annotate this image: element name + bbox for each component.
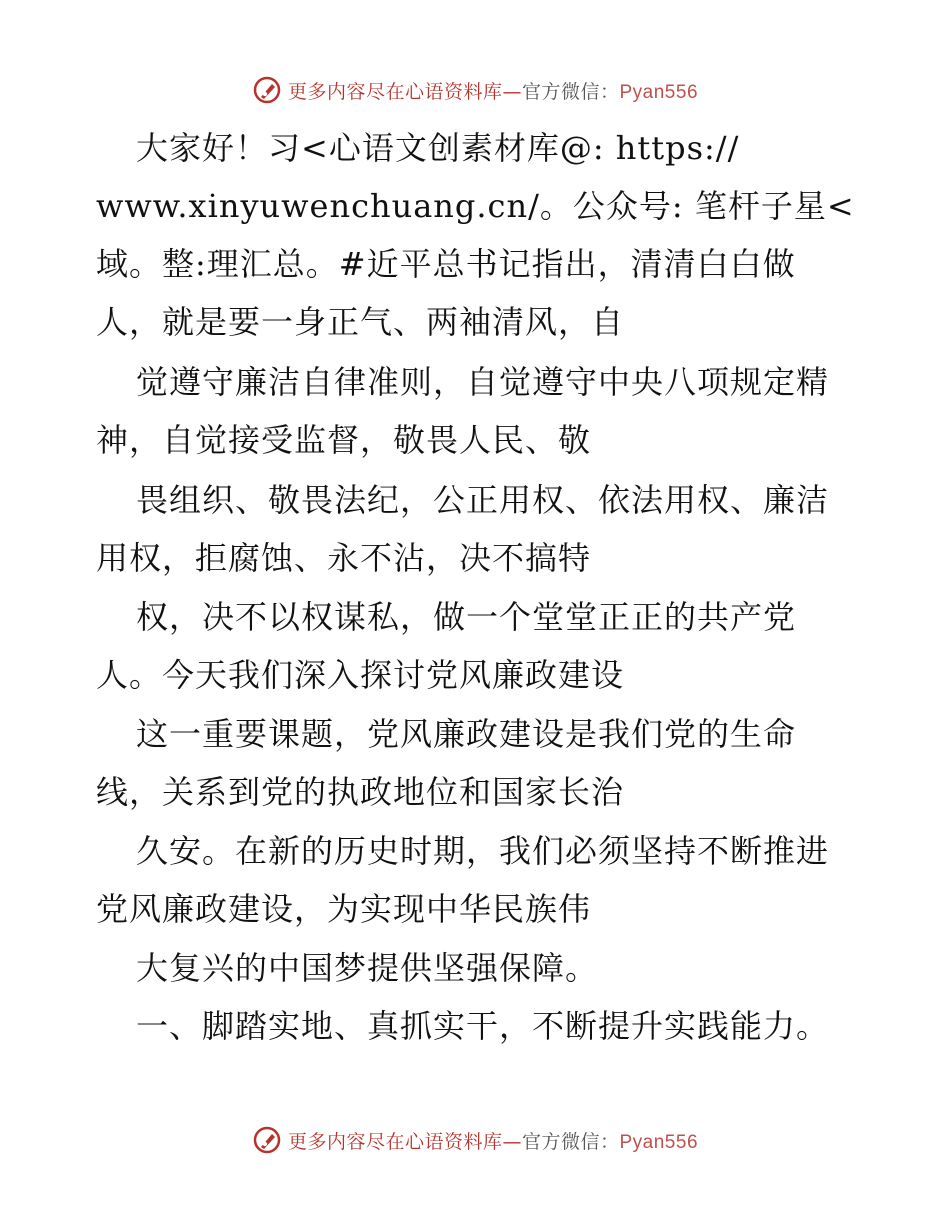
- body-line-12: 线，关系到党的执政地位和国家长治: [96, 773, 625, 811]
- footer-banner-dash: —: [502, 1130, 522, 1153]
- body-line-5: 觉遵守廉洁自律准则，自觉遵守中央八项规定精: [136, 363, 830, 401]
- body-line-14: 党风廉政建设，为实现中华民族伟: [96, 890, 592, 928]
- body-line-13: 久安。在新的历史时期，我们必须坚持不断推进: [136, 832, 830, 870]
- header-banner-brand: 更多内容尽在心语资料库: [287, 80, 503, 103]
- body-line-7: 畏组织、敬畏法纪，公正用权、依法用权、廉洁: [136, 481, 830, 519]
- body-line-8: 用权，拒腐蚀、永不沾，决不搞特: [96, 539, 592, 577]
- footer-banner-brand: 更多内容尽在心语资料库: [287, 1130, 503, 1153]
- footer-banner-wechat-label: 官方微信：: [521, 1130, 620, 1153]
- body-line-4: 人，就是要一身正气、两袖清风，自: [96, 303, 625, 341]
- footer-watermark-banner: [0, 1122, 950, 1158]
- header-banner-wechat-label: 官方微信：: [521, 80, 620, 103]
- body-line-10: 人。今天我们深入探讨党风廉政建设: [96, 656, 625, 694]
- footer-banner-text: [288, 1127, 698, 1154]
- body-line-6: 神，自觉接受监督，敬畏人民、敬: [96, 421, 592, 459]
- body-line-2: www.xinyuwenchuang.cn/。公众号: 笔杆子星<: [96, 187, 855, 225]
- body-line-3: 域。整:理汇总。#近平总书记指出，清清白白做: [96, 245, 796, 283]
- header-banner-wechat-id: Pyan556: [619, 81, 699, 103]
- body-line-1: 大家好！习<心语文创素材库@: https://: [136, 129, 740, 167]
- body-line-15: 大复兴的中国梦提供坚强保障。: [136, 949, 599, 987]
- pen-logo-icon: [252, 1125, 282, 1155]
- header-banner-dash: —: [502, 80, 522, 103]
- body-line-16: 一、脚踏实地、真抓实干，不断提升实践能力。: [136, 1007, 830, 1045]
- footer-banner-wechat-id: Pyan556: [619, 1131, 699, 1153]
- body-line-9: 权，决不以权谋私，做一个堂堂正正的共产党: [136, 598, 797, 636]
- body-line-11: 这一重要课题，党风廉政建设是我们党的生命: [136, 715, 797, 753]
